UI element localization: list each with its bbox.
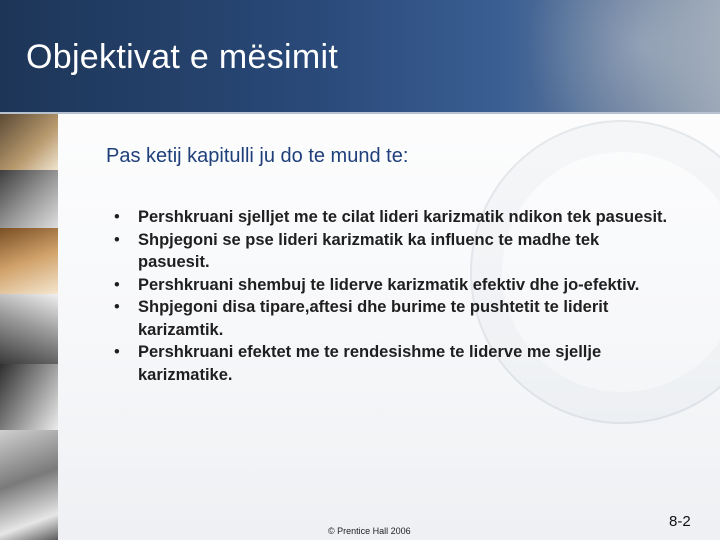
bullet-glyph: • bbox=[114, 275, 120, 294]
bullet-list bbox=[110, 206, 670, 386]
bullet-glyph: • bbox=[114, 298, 120, 316]
side-image-glasses bbox=[0, 294, 58, 364]
bullet-item bbox=[110, 274, 670, 297]
title-bar bbox=[0, 0, 720, 114]
bullet-item bbox=[110, 341, 670, 386]
page-number: 8-2 bbox=[669, 513, 691, 530]
bullet-text: Shpjegoni se pse lideri karizmatik ka influenc te madhe tek pasuesit. bbox=[138, 230, 600, 271]
bullet-item bbox=[110, 296, 670, 341]
side-image-book bbox=[0, 228, 58, 294]
bullet-text: Shpjegoni disa tipare,aftesi dhe burime te pushtetit te liderit karizamtik. bbox=[138, 298, 609, 339]
slide-subtitle: Pas ketij kapitulli ju do te mund te: bbox=[106, 145, 409, 167]
bullet-glyph: • bbox=[114, 343, 120, 361]
bullet-item bbox=[110, 206, 670, 229]
copyright-footer: © Prentice Hall 2006 bbox=[328, 526, 411, 536]
bullet-text: Pershkruani efektet me te rendesishme te liderve me sjellje karizmatike. bbox=[138, 343, 602, 384]
side-image-gray bbox=[0, 170, 58, 228]
bullet-text: Pershkruani shembuj te liderve karizmatik efektiv dhe jo-efektiv. bbox=[138, 275, 640, 294]
slide-title: Objektivat e mësimit bbox=[26, 38, 339, 76]
bullet-text: Pershkruani sjelljet me te cilat lideri karizmatik ndikon tek pasuesit. bbox=[138, 208, 668, 226]
side-image-map bbox=[0, 114, 58, 170]
bullet-glyph: • bbox=[114, 208, 120, 226]
side-image-pen bbox=[0, 430, 58, 540]
side-image-compass bbox=[0, 364, 58, 430]
bullet-item bbox=[110, 229, 670, 274]
bullet-glyph: • bbox=[114, 230, 120, 249]
